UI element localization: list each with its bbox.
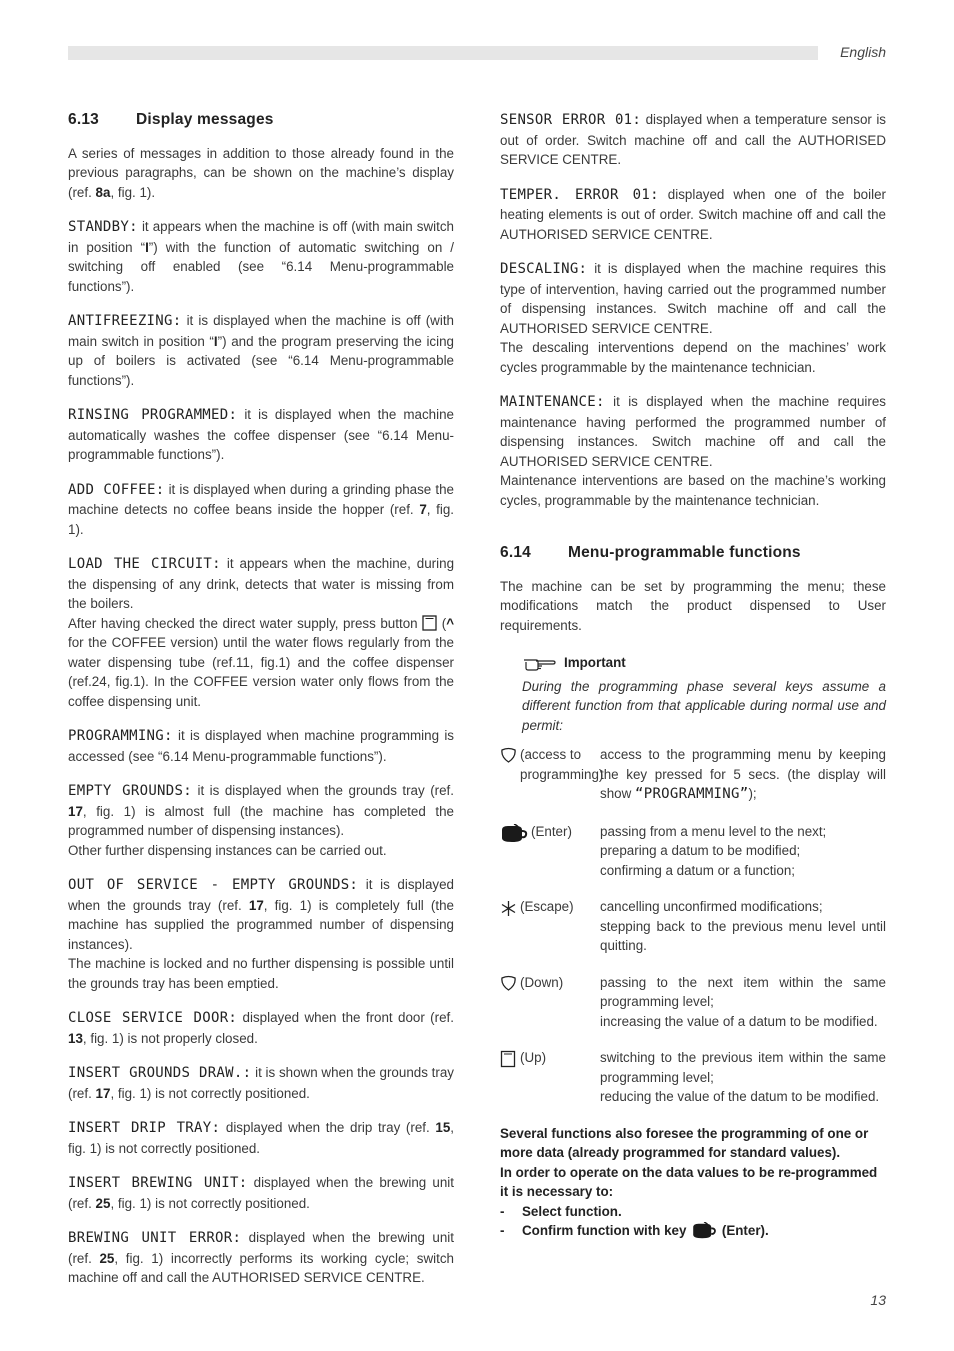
round-key-icon <box>500 747 517 763</box>
key-table <box>500 745 886 1107</box>
msg-antifreezing: ANTIFREEZING: it is displayed when the machine is off (with main switch in position “I”) and the program preserving the icing up of boilers is activated (see “6.14 Menu-programmable functions”). <box>68 313 454 388</box>
key-row-escape: (Escape) cancelling unconfirmed modifications; stepping back to the previous menu level until quitting. <box>500 897 886 956</box>
intro-paragraph: A series of messages in addition to those already found in the previous paragraphs, can be shown on the machine’s display (ref. 8a, fig. 1). <box>68 145 454 200</box>
msg-standby: STANDBY: it appears when the machine is off (with main switch in position “I”) with the function of automatic switching on / switching off enabled (see “6.14 Menu-programmable functions”). <box>68 219 455 294</box>
msg-temper-error: TEMPER. ERROR 01: displayed when one of the boiler heating elements is out of order. Switch machine off and call the AUTHORISED SERVICE CENTRE. <box>500 186 886 242</box>
msg-maintenance-cont: Maintenance interventions are based on the machine’s working cycles, programmable by the maintenance technician. <box>500 473 886 508</box>
msg-close-door: CLOSE SERVICE DOOR: displayed when the front door (ref. 13, fig. 1) is not properly closed. <box>68 1010 454 1046</box>
section-heading-6-14: 6.14 Menu-programmable functions <box>500 544 801 561</box>
key-row-up: (Up) switching to the previous item within the same programming level; reducing the value of the datum to be modified. <box>500 1048 886 1107</box>
msg-out-of-service: OUT OF SERVICE - EMPTY GROUNDS: it is displayed when the grounds tray (ref. 17, fig. 1) is completely full (the machine has supplied the programmed number of dispensing instances). <box>68 877 454 952</box>
msg-rinsing: RINSING PROGRAMMED: it is displayed when the machine automatically washes the coffee dispenser (see “6.14 Menu-programmable functions”). <box>68 407 454 462</box>
msg-programming: PROGRAMMING: it is displayed when machine programming is accessed (see “6.14 Menu-programmable functions”). <box>68 728 454 764</box>
msg-empty-grounds-cont: Other further dispensing instances can be carried out. <box>68 842 387 858</box>
important-note: Important During the programming phase several keys assume a different function from that applicable during normal use and permit: <box>522 655 886 733</box>
section-heading-6-13: 6.13 Display messages <box>68 111 274 128</box>
cup-key-icon <box>690 1222 718 1240</box>
msg-load-circuit: LOAD THE CIRCUIT: it appears when the machine, during the dispensing of any drink, detects that water is missing from the boilers. <box>68 556 455 611</box>
msg-insert-grounds-draw: INSERT GROUNDS DRAW.: it is shown when the grounds tray (ref. 17, fig. 1) is not correctly positioned. <box>68 1065 454 1101</box>
msg-insert-drip-tray: INSERT DRIP TRAY: displayed when the drip tray (ref. 15, fig. 1) is not correctly positioned. <box>68 1120 455 1156</box>
msg-out-of-service-cont: The machine is locked and no further dispensing is possible until the grounds tray has been emptied. <box>68 956 454 991</box>
right-column <box>500 110 886 1241</box>
msg-descaling-cont: The descaling interventions depend on the machines’ work cycles programmable by the maintenance technician. <box>500 340 886 375</box>
msg-empty-grounds: EMPTY GROUNDS: it is displayed when the grounds tray (ref. 17, fig. 1) is almost full (the machine has completed the programmed number of dispensing instances). <box>68 783 455 838</box>
msg-sensor-error: SENSOR ERROR 01: displayed when a temperature sensor is out of order. Switch machine off and call the AUTHORISED SERVICE CENTRE. <box>500 112 886 167</box>
square-key-icon <box>422 615 437 631</box>
left-column <box>68 110 454 1303</box>
square-key-icon <box>500 1050 517 1068</box>
msg-add-coffee: ADD COFFEE: it is displayed when during a grinding phase the machine detects no coffee beans inside the hopper (ref. 7, fig. 1). <box>68 481 454 537</box>
pointing-hand-icon <box>522 655 558 671</box>
step-select: - Select function. <box>500 1203 622 1219</box>
page-number: 13 <box>870 1292 886 1308</box>
round-key-icon <box>500 975 517 991</box>
key-row-down: (Down) passing to the next item within the same programming level; increasing the value of a datum to be modified. <box>500 973 886 1032</box>
steam-key-icon <box>500 900 517 917</box>
menu-intro: The machine can be set by programming the menu; these modifications match the product dispensed to User requirements. <box>500 578 886 633</box>
msg-brewing-unit-error: BREWING UNIT ERROR: displayed when the brewing unit (ref. 25, fig. 1) incorrectly performs its working cycle; switch machine off and call the AUTHORISED SERVICE CENTRE. <box>68 1230 454 1285</box>
cup-key-icon <box>500 824 528 844</box>
key-row-enter: (Enter) passing from a menu level to the next; preparing a datum to be modified; confirming a datum or a function; <box>500 822 886 881</box>
step-confirm: - Confirm function with key (Enter). <box>500 1223 769 1238</box>
msg-descaling: DESCALING: it is displayed when the machine requires this type of intervention, having carried out the programmed number of dispensing instances. Switch machine off and call the AUTHORISED SERVICE CENTRE. <box>500 261 886 336</box>
procedure-block: Several functions also foresee the programming of one or more data (already programmed for standard values). In order to operate on the data values to be re-programmed it is necessary to: - Select function. - Confirm function with key (Enter). <box>500 1124 886 1241</box>
msg-insert-brewing-unit: INSERT BREWING UNIT: displayed when the brewing unit (ref. 25, fig. 1) is not correctly positioned. <box>68 1175 454 1211</box>
key-row-access: (access to programming) access to the programming menu by keeping the key pressed for 5 secs. (the display will show “PROGRAMMING”); <box>500 745 886 805</box>
msg-load-circuit-cont: After having checked the direct water supply, press button (^ for the COFFEE version) until the water flows regularly from the water dispensing tube (ref.11, fig.1) and the coffee dispenser (ref.24, fig.1). In the COFFEE version water only flows from the coffee dispensing unit. <box>68 615 455 709</box>
header-bar <box>68 46 818 60</box>
msg-maintenance: MAINTENANCE: it is displayed when the machine requires maintenance having performed the programmed number of dispensing instances. Switch machine off and call the AUTHORISED SERVICE CENTRE. <box>500 394 886 469</box>
language-label: English <box>840 44 886 60</box>
